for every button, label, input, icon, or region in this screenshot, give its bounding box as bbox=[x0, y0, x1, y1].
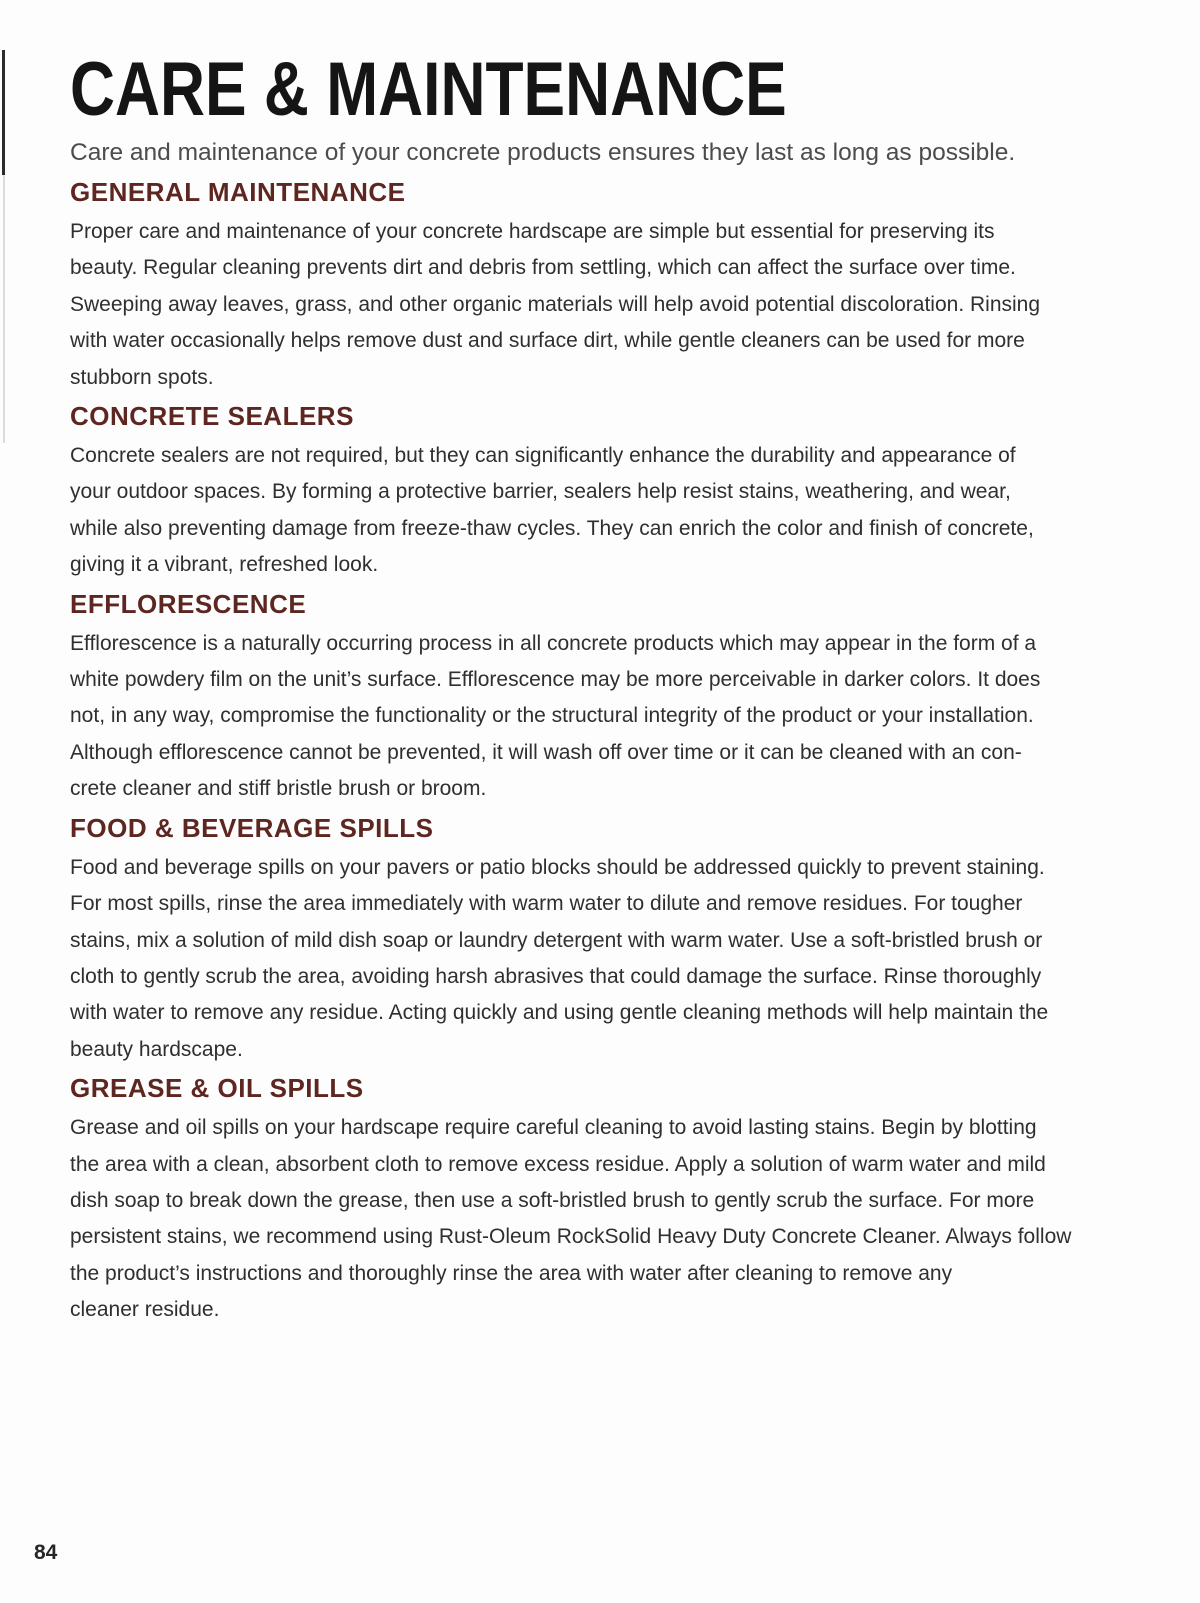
body-text-line: Concrete sealers are not required, but they can significantly enhance the durability and appearance of bbox=[70, 444, 1016, 468]
body-text-line: white powdery film on the unit’s surface. Efflorescence may be more perceivable in darker colors. It does bbox=[70, 668, 1041, 692]
section-body-grease-oil-spills bbox=[70, 1110, 1140, 1328]
body-text-line: Grease and oil spills on your hardscape require careful cleaning to avoid lasting stains. Begin by blotting bbox=[70, 1116, 1037, 1140]
section-heading-general-maintenance: GENERAL MAINTENANCE bbox=[70, 177, 406, 207]
section-body-concrete-sealers bbox=[70, 438, 1140, 584]
body-text-line: beauty. Regular cleaning prevents dirt and debris from settling, which can affect the surface over time. bbox=[70, 256, 1016, 280]
section-heading-grease-oil-spills: GREASE & OIL SPILLS bbox=[70, 1073, 364, 1104]
body-text-line: Although efflorescence cannot be prevented, it will wash off over time or it can be cleaned with an con- bbox=[70, 740, 1022, 764]
body-text-line: Sweeping away leaves, grass, and other organic materials will help avoid potential discoloration. Rinsing bbox=[70, 292, 1041, 316]
section-body-efflorescence bbox=[70, 626, 1140, 808]
body-text-line: your outdoor spaces. By forming a protective barrier, sealers help resist stains, weathering, and wear, bbox=[70, 480, 1011, 504]
section-heading-concrete-sealers: CONCRETE SEALERS bbox=[70, 401, 354, 432]
page-number: 84 bbox=[34, 1541, 58, 1564]
body-text-line: Food and beverage spills on your pavers or patio blocks should be addressed quickly to prevent staining. bbox=[70, 855, 1045, 879]
body-text-line: with water to remove any residue. Acting quickly and using gentle cleaning methods will help maintain the bbox=[70, 1001, 1049, 1025]
body-text-line: crete cleaner and stiff bristle brush or broom. bbox=[70, 777, 487, 801]
body-text-line: giving it a vibrant, refreshed look. bbox=[70, 553, 379, 577]
body-text-line: dish soap to break down the grease, then use a soft-bristled brush to gently scrub the surface. For more bbox=[70, 1188, 1035, 1212]
body-text-line: beauty hardscape. bbox=[70, 1037, 243, 1061]
body-text-line: stains, mix a solution of mild dish soap or laundry detergent with warm water. Use a soft-bristled brush or bbox=[70, 928, 1043, 952]
body-text-line: with water occasionally helps remove dust and surface dirt, while gentle cleaners can be used for more bbox=[70, 329, 1025, 353]
section-body-general-maintenance bbox=[70, 214, 1140, 396]
body-text-line: Efflorescence is a naturally occurring process in all concrete products which may appear in the form of a bbox=[70, 631, 1037, 655]
body-text-line: For most spills, rinse the area immediately with warm water to dilute and remove residues. For tougher bbox=[70, 892, 1023, 916]
page-subtitle: Care and maintenance of your concrete products ensures they last as long as possible. bbox=[70, 139, 1016, 166]
body-text-line: the product’s instructions and thoroughly rinse the area with water after cleaning to remove any bbox=[70, 1261, 953, 1285]
page-title: CARE & MAINTENANCE bbox=[70, 47, 787, 132]
section-heading-efflorescence: EFFLORESCENCE bbox=[70, 588, 307, 619]
body-text-line: cloth to gently scrub the area, avoiding harsh abrasives that could damage the surface. Rinse thoroughly bbox=[70, 964, 1042, 988]
body-text-line: cleaner residue. bbox=[70, 1298, 220, 1322]
section-body-food-beverage-spills bbox=[70, 850, 1140, 1068]
body-text-line: while also preventing damage from freeze-thaw cycles. They can enrich the color and finish of concrete, bbox=[70, 516, 1034, 540]
section-heading-food-beverage-spills: FOOD & BEVERAGE SPILLS bbox=[70, 812, 434, 843]
document-page bbox=[0, 47, 1200, 1329]
body-text-line: the area with a clean, absorbent cloth to remove excess residue. Apply a solution of warm water and mild bbox=[70, 1152, 1046, 1176]
body-text-line: persistent stains, we recommend using Rust-Oleum RockSolid Heavy Duty Concrete Cleaner. Always follow bbox=[70, 1225, 1072, 1249]
body-text-line: not, in any way, compromise the functionality or the structural integrity of the product or your installation. bbox=[70, 704, 1034, 728]
body-text-line: stubborn spots. bbox=[70, 365, 214, 389]
body-text-line: Proper care and maintenance of your concrete hardscape are simple but essential for preserving its bbox=[70, 220, 995, 243]
